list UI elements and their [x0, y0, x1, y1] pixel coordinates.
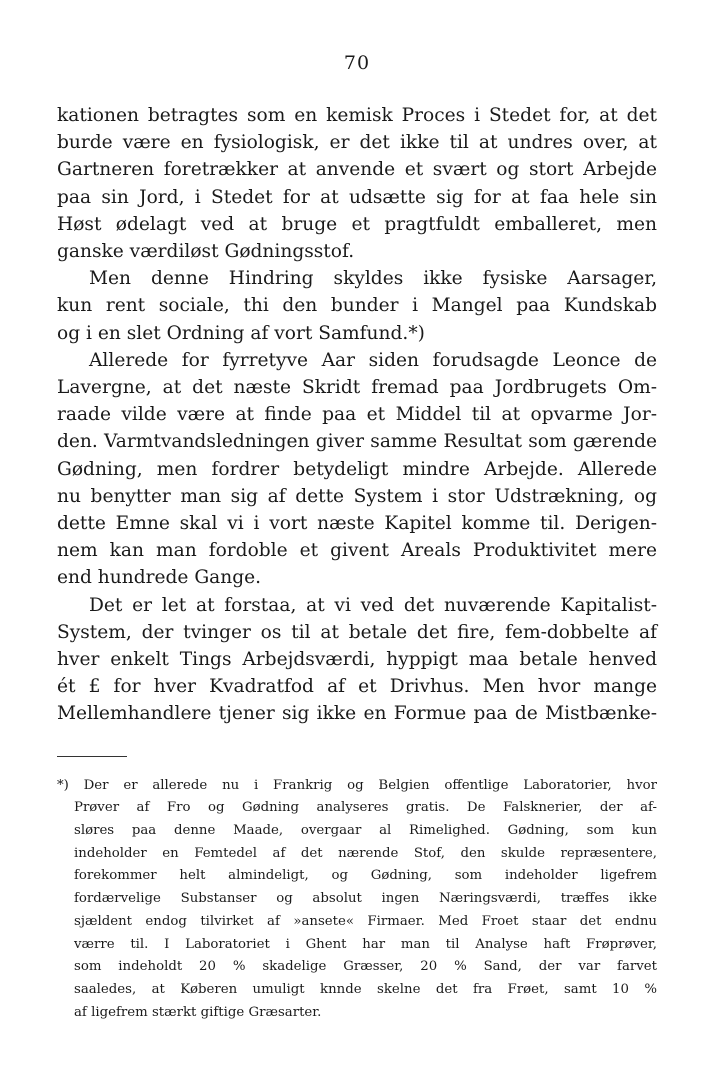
footnote-line: sjældent endog tilvirket af »ansete« Firmaer. Med Froet staar det endnu	[74, 913, 657, 929]
text-line: hver enkelt Tings Arbejdsværdi, hyppigt maa betale henved	[57, 649, 657, 671]
text-line: den. Varmtvandsledningen giver samme Resultat som gærende	[57, 431, 657, 453]
footnote-line: saaledes, at Køberen umuligt knnde skelne det fra Frøet, samt 10 %	[74, 982, 657, 997]
footnote-line: værre til. I Laboratoriet i Ghent har man til Analyse haft Frøprøver,	[74, 936, 657, 952]
footnote-line: fordærvelige Substanser og absolut ingen Næringsværdi, træffes ikke	[74, 891, 657, 907]
text-line: Mellemhandlere tjener sig ikke en Formue paa de Mistbænke-	[57, 703, 657, 725]
footnote-line: af ligefrem stærkt giftige Græsarter.	[74, 1004, 322, 1020]
text-line: raade vilde være at finde paa et Middel til at opvarme Jor-	[57, 404, 657, 426]
footnote-line: Prøver af Fro og Gødning analyseres gratis. De Falsknerier, der af-	[74, 800, 657, 816]
footnote-divider	[57, 756, 127, 757]
footnote-line: forekommer helt almindeligt, og Gødning, som indeholder ligefrem	[74, 868, 657, 884]
paragraph	[57, 592, 657, 728]
paragraph	[57, 102, 657, 265]
text-line: ganske værdiløst Gødningsstof.	[57, 241, 355, 263]
text-line: kationen betragtes som en kemisk Proces i Stedet for, at det	[57, 105, 657, 126]
text-line: kun rent sociale, thi den bunder i Mangel paa Kundskab	[57, 295, 657, 317]
paragraph	[57, 265, 657, 347]
footnote-line: indeholder en Femtedel af det nærende Stof, den skulde repræsentere,	[74, 845, 657, 861]
page-number: 70	[343, 52, 371, 74]
text-line: Allerede for fyrretyve Aar siden forudsagde Leonce de	[89, 349, 657, 371]
footnote-line: sløres paa denne Maade, overgaar al Rimelighed. Gødning, som kun	[74, 823, 657, 839]
footnote-line: *) Der er allerede nu i Frankrig og Belgien offentlige Laboratorier, hvor	[57, 777, 657, 793]
text-line: nem kan man fordoble et givent Areals Produktivitet mere	[57, 540, 657, 562]
text-line: og i en slet Ordning af vort Samfund.*)	[57, 322, 425, 344]
footnote	[57, 775, 657, 1025]
text-line: Men denne Hindring skyldes ikke fysiske Aarsager,	[89, 268, 657, 290]
footnote-line: som indeholdt 20 % skadelige Græsser, 20 % Sand, der var farvet	[74, 959, 657, 975]
text-line: nu benytter man sig af dette System i stor Udstrækning, og	[57, 485, 657, 507]
text-line: Gødning, men fordrer betydeligt mindre Arbejde. Allerede	[57, 458, 657, 480]
text-line: Lavergne, at det næste Skridt fremad paa Jordbrugets Om-	[57, 377, 657, 399]
text-line: dette Emne skal vi i vort næste Kapitel komme til. Derigen-	[57, 513, 657, 535]
main-text	[57, 102, 657, 728]
text-line: Høst ødelagt ved at bruge et pragtfuldt emballeret, men	[57, 213, 657, 235]
text-line: end hundrede Gange.	[57, 567, 262, 589]
text-line: ét £ for hver Kvadratfod af et Drivhus. Men hvor mange	[57, 676, 657, 698]
text-line: System, der tvinger os til at betale det fire, fem-dobbelte af	[57, 621, 657, 643]
text-line: Det er let at forstaa, at vi ved det nuværende Kapitalist-	[89, 594, 657, 616]
paragraph	[57, 347, 657, 592]
text-line: burde være en fysiologisk, er det ikke til at undres over, at	[57, 132, 657, 154]
text-line: Gartneren foretrækker at anvende et svært og stort Arbejde	[57, 159, 657, 181]
book-page	[57, 52, 657, 1024]
text-line: paa sin Jord, i Stedet for at udsætte sig for at faa hele sin	[57, 186, 657, 208]
